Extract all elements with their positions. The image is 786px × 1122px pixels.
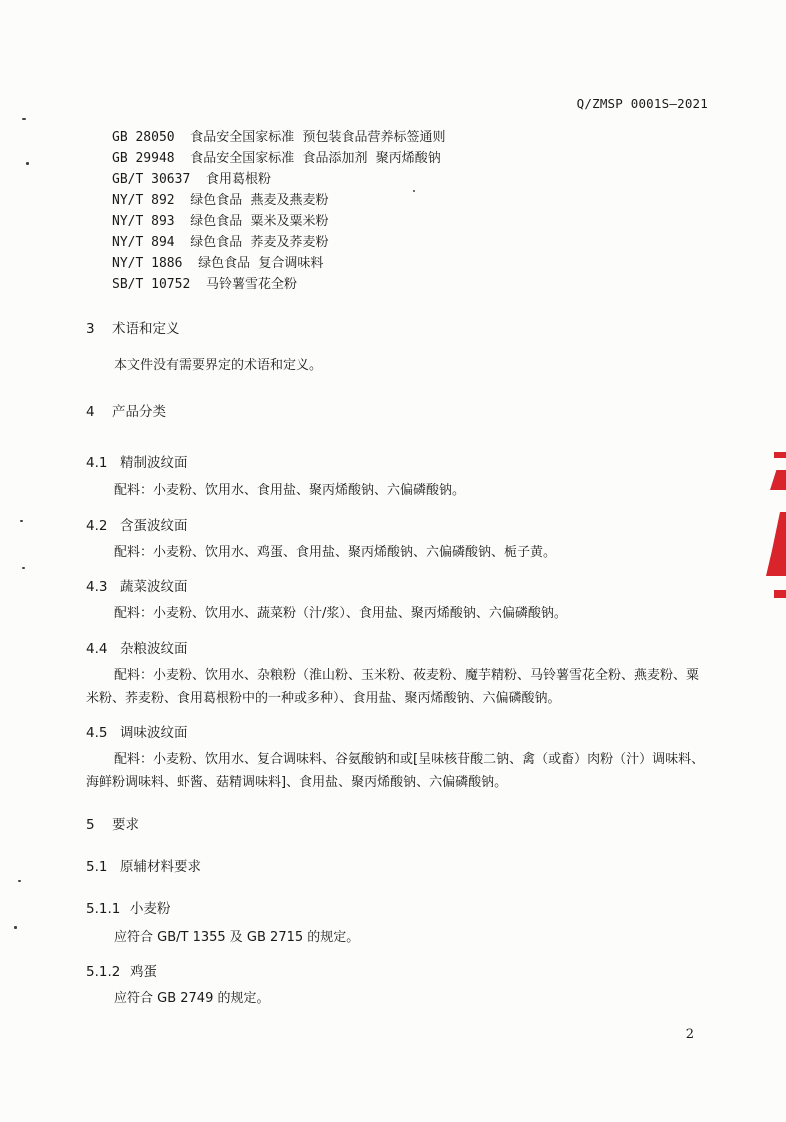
reference-title: 绿色食品 荞麦及荞麦粉 <box>190 235 329 250</box>
section-number: 5.1.1 <box>86 901 121 917</box>
scan-speck <box>14 926 17 929</box>
section-title: 术语和定义 <box>112 321 180 337</box>
seal-fragment <box>774 590 786 598</box>
section-heading-3 <box>86 317 180 337</box>
scan-speck <box>20 520 23 522</box>
reference-title: 食用葛根粉 <box>205 172 271 187</box>
section-heading-5 <box>86 813 139 833</box>
reference-item <box>112 232 446 253</box>
seal-fragment <box>770 470 786 490</box>
section-3-text: 本文件没有需要界定的术语和定义。 <box>114 358 323 373</box>
reference-item <box>112 253 446 274</box>
section-title: 鸡蛋 <box>130 964 157 980</box>
section-heading-4 <box>86 400 166 420</box>
section-title: 小麦粉 <box>130 901 171 917</box>
section-heading-4-1 <box>86 451 188 471</box>
section-number: 4.5 <box>86 725 108 741</box>
section-heading-4-2 <box>86 514 188 534</box>
section-title: 产品分类 <box>112 404 166 420</box>
standard-code-header: Q/ZMSP 0001S—2021 <box>576 96 708 111</box>
section-heading-5-1-2 <box>86 960 157 980</box>
reference-code: NY/T 892 <box>112 193 175 208</box>
scan-speck <box>26 162 29 165</box>
section-number: 5 <box>86 817 95 833</box>
section-4-2-text: 配料：小麦粉、饮用水、鸡蛋、食用盐、聚丙烯酸钠、六偏磷酸钠、栀子黄。 <box>114 545 557 560</box>
reference-title: 食品安全国家标准 食品添加剂 聚丙烯酸钠 <box>190 151 441 166</box>
reference-title: 绿色食品 燕麦及燕麦粉 <box>190 193 329 208</box>
section-4-4-text: 配料：小麦粉、饮用水、杂粮粉（淮山粉、玉米粉、莜麦粉、魔芋精粉、马铃薯雪花全粉、燕麦粉、粟米粉、荞麦粉、食用葛根粉中的一种或多种）、食用盐、聚丙烯酸钠、六偏磷酸钠。 <box>86 668 700 706</box>
reference-item <box>112 211 446 232</box>
section-4-5-text: 配料：小麦粉、饮用水、复合调味料、谷氨酸钠和或[呈味核苷酸二钠、禽（或畜）肉粉（汁）调味料、海鲜粉调味料、虾酱、菇精调味料]、食用盐、聚丙烯酸钠、六偏磷酸钠。 <box>86 752 705 790</box>
section-heading-4-4 <box>86 637 188 657</box>
reference-code: NY/T 893 <box>112 214 175 229</box>
reference-item <box>112 127 446 148</box>
section-number: 4.4 <box>86 641 108 657</box>
section-title: 调味波纹面 <box>120 725 188 741</box>
section-number: 4.2 <box>86 518 108 534</box>
scan-speck <box>22 118 26 120</box>
section-title: 精制波纹面 <box>120 455 188 471</box>
scan-speck <box>413 190 415 192</box>
section-heading-4-3 <box>86 575 188 595</box>
reference-item <box>112 169 446 190</box>
section-title: 要求 <box>112 817 139 833</box>
section-number: 4.3 <box>86 579 108 595</box>
seal-fragment <box>774 452 786 458</box>
page-number: 2 <box>685 1027 694 1042</box>
reference-title: 绿色食品 复合调味料 <box>198 256 324 271</box>
seal-fragment <box>766 512 786 576</box>
section-number: 4 <box>86 404 95 420</box>
reference-title: 马铃薯雪花全粉 <box>205 277 297 292</box>
section-title: 原辅材料要求 <box>120 859 201 875</box>
section-5-1-1-text: 应符合 GB/T 1355 及 GB 2715 的规定。 <box>114 930 360 945</box>
reference-code: NY/T 1886 <box>112 256 183 271</box>
reference-title: 绿色食品 粟米及粟米粉 <box>190 214 329 229</box>
section-heading-4-5 <box>86 721 188 741</box>
reference-code: SB/T 10752 <box>112 277 191 292</box>
section-number: 4.1 <box>86 455 108 471</box>
scan-speck <box>18 880 21 882</box>
section-title: 杂粮波纹面 <box>120 641 188 657</box>
section-4-3-text: 配料：小麦粉、饮用水、蔬菜粉（汁/浆）、食用盐、聚丙烯酸钠、六偏磷酸钠。 <box>114 606 567 621</box>
section-5-1-2-text: 应符合 GB 2749 的规定。 <box>114 991 270 1006</box>
reference-code: NY/T 894 <box>112 235 175 250</box>
section-4-1-text: 配料：小麦粉、饮用水、食用盐、聚丙烯酸钠、六偏磷酸钠。 <box>114 483 466 498</box>
section-heading-5-1-1 <box>86 897 171 917</box>
section-title: 蔬菜波纹面 <box>120 579 188 595</box>
section-heading-5-1 <box>86 855 201 875</box>
scan-speck <box>22 567 25 569</box>
reference-title: 食品安全国家标准 预包装食品营养标签通则 <box>190 130 446 145</box>
reference-item <box>112 274 446 295</box>
reference-item <box>112 190 446 211</box>
section-number: 3 <box>86 321 95 337</box>
section-title: 含蛋波纹面 <box>120 518 188 534</box>
reference-code: GB 29948 <box>112 151 175 166</box>
reference-item <box>112 148 446 169</box>
reference-code: GB 28050 <box>112 130 175 145</box>
section-number: 5.1 <box>86 859 108 875</box>
reference-code: GB/T 30637 <box>112 172 191 187</box>
section-number: 5.1.2 <box>86 964 121 980</box>
normative-references-list <box>112 127 446 295</box>
